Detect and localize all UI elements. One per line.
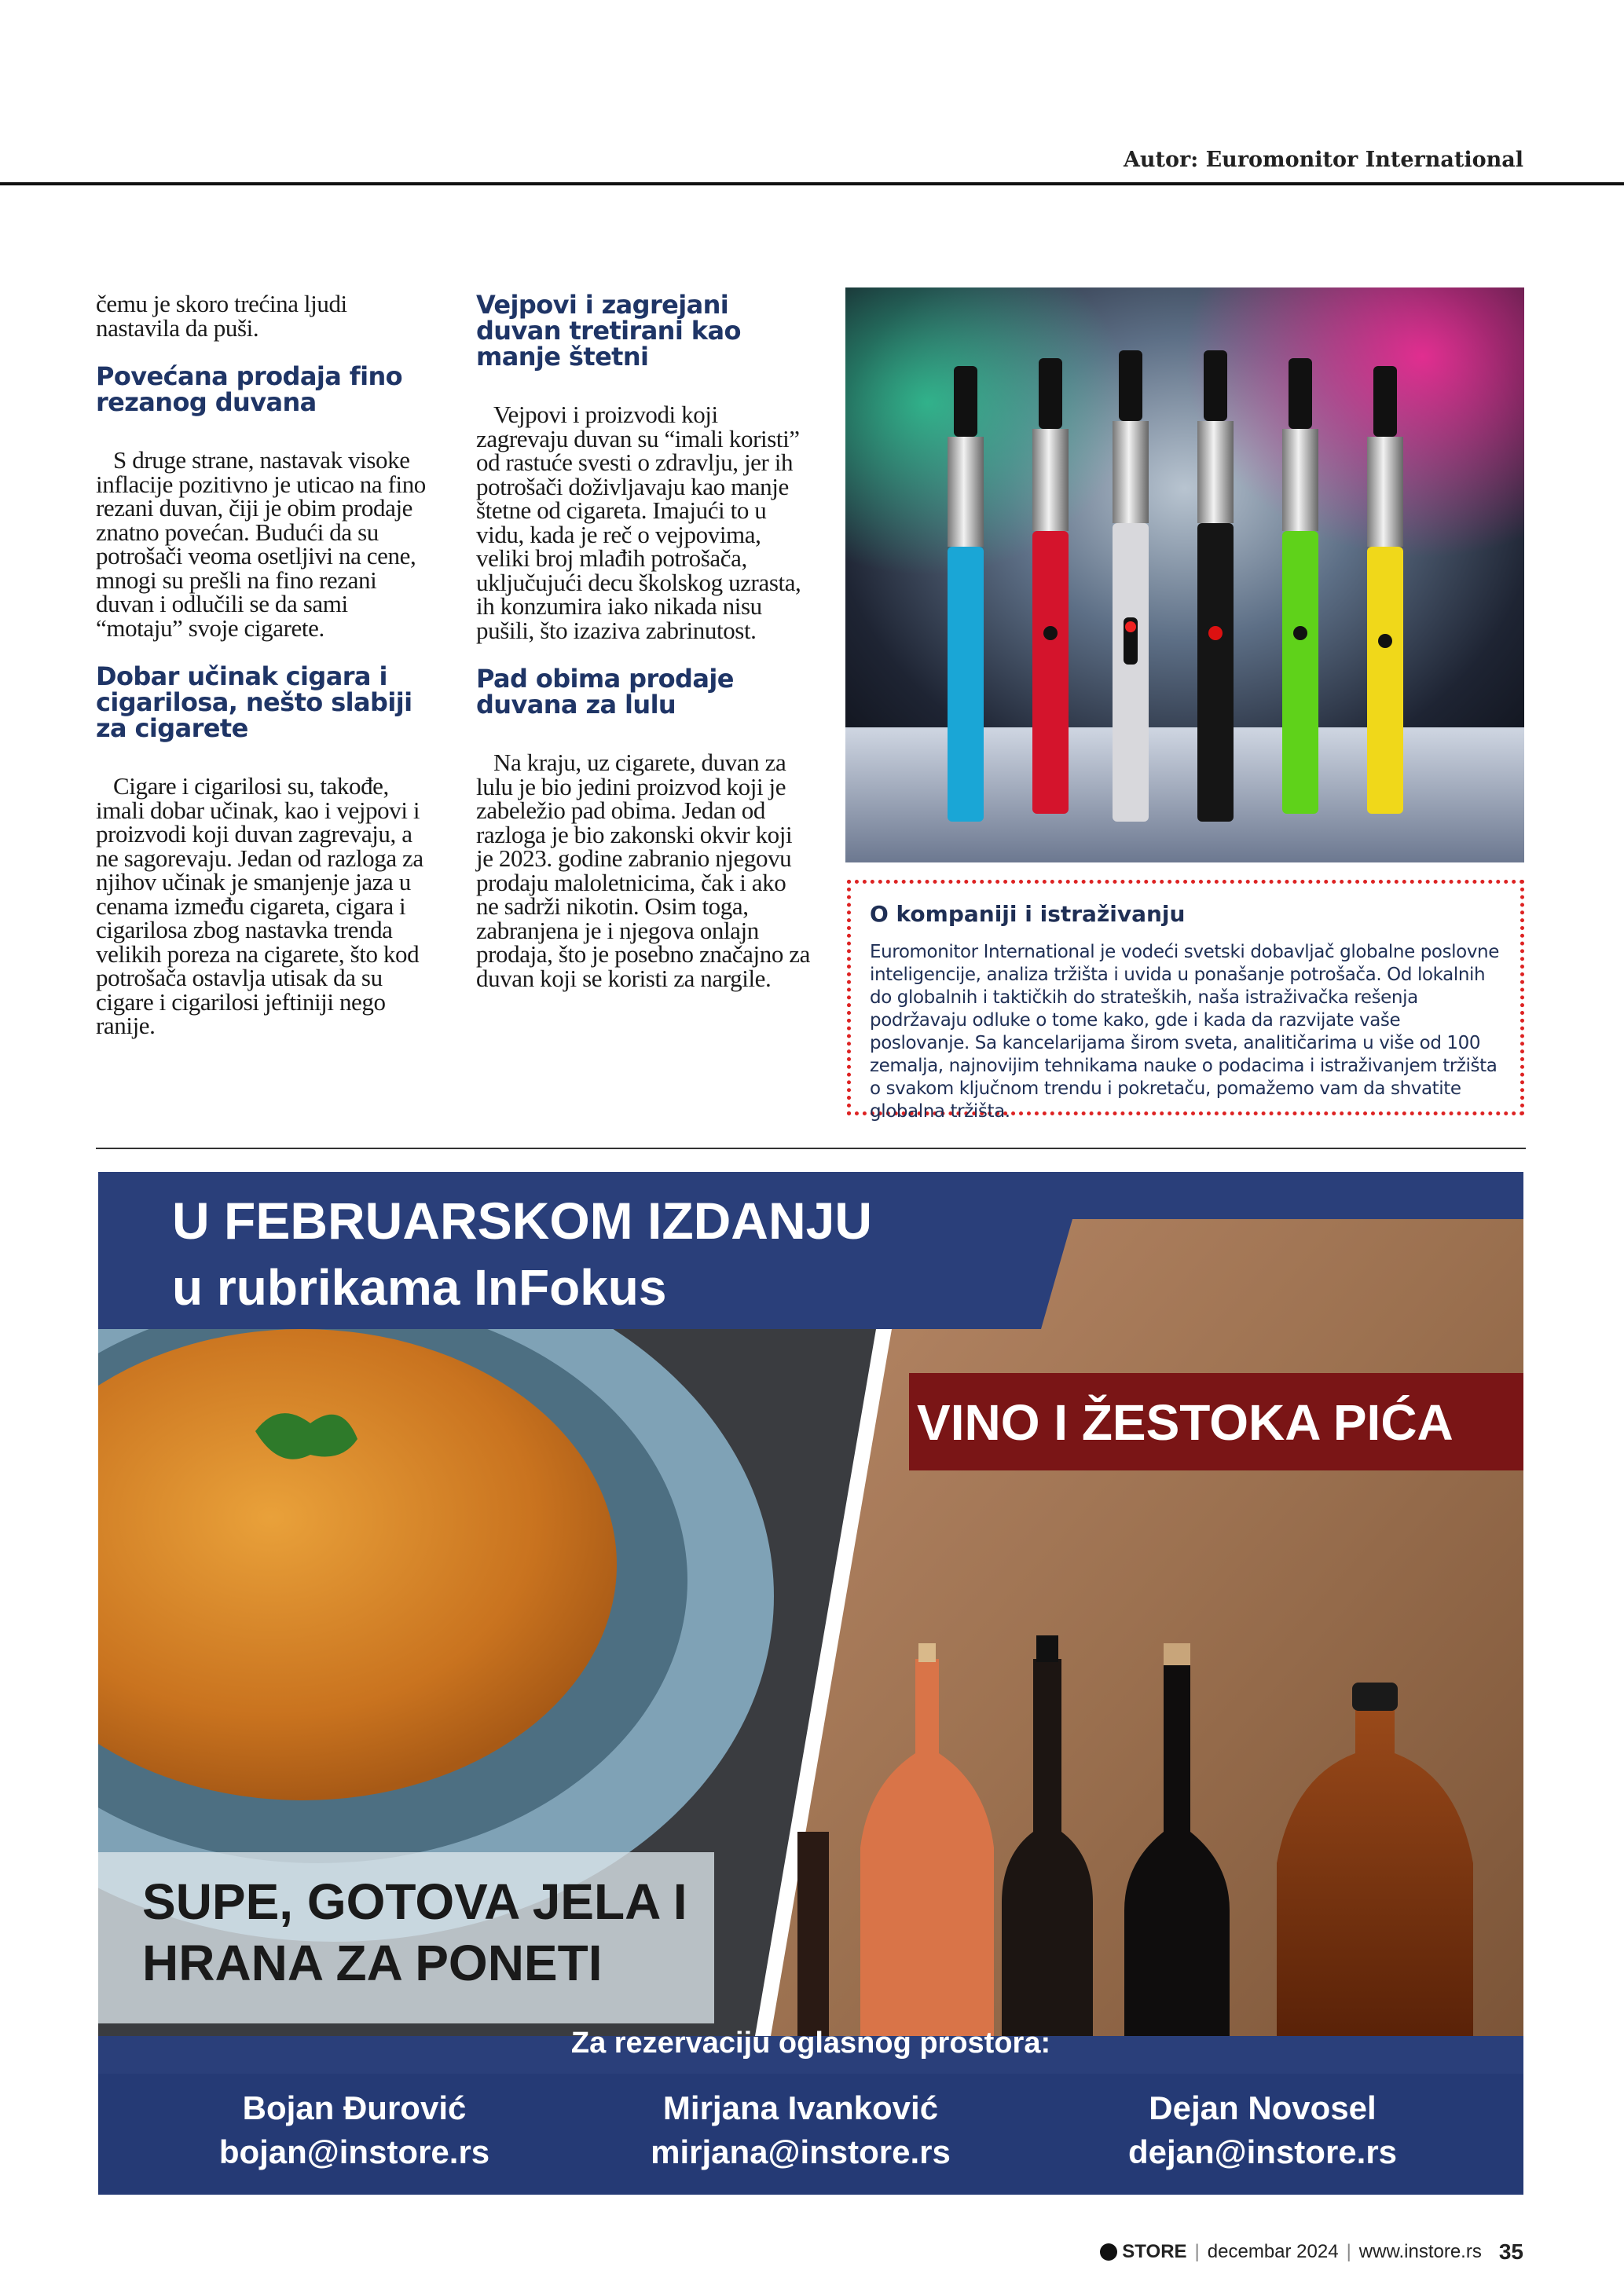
article-column-2	[476, 292, 814, 991]
soup-topic	[142, 1871, 687, 1994]
contact-card	[119, 2086, 590, 2174]
separator: |	[1194, 2241, 1200, 2262]
contact-name: Bojan Đurović	[242, 2089, 467, 2126]
issue-date: decembar 2024	[1207, 2241, 1339, 2262]
paragraph: Na kraju, uz cigarete, duvan za lulu je bio jedini proizvod koji je zabeležio pad obima. Jedan od razloga je bio zakonski okvir koji je 2023. godine zabranio njegovu prodaju maloletnicima, čak i ako ne sadrži nikotin. Osim toga, zabranjena je i njegova onlajn prodaja, što je posebno značajno za duvan koji se koristi za nargile.	[476, 749, 810, 992]
paragraph: Cigare i cigarilosi su, takođe, imali dobar učinak, kao i vejpovi i proizvodi koji duvan zagrevaju, a ne sagorevaju. Jedan od razloga za njihov učinak je smanjenje jaza u cenama između cigareta, cigara i cigarilosa zbog nastavka trenda velikih poreza na cigarete, što kod potrošača ostavlja utisak da su cigare i cigarilosi jeftiniji nego ranije.	[96, 772, 423, 1039]
contacts-bar	[98, 2074, 1523, 2195]
contact-card	[1027, 2086, 1498, 2174]
website-link[interactable]: www.instore.rs	[1358, 2241, 1482, 2262]
top-divider	[0, 182, 1624, 185]
brand-logo	[1100, 2241, 1186, 2263]
soup-topic-line2: HRANA ZA PONETI	[142, 1935, 603, 1991]
contact-email[interactable]: dejan@instore.rs	[1127, 2133, 1398, 2170]
subheading: Pad obima prodaje duvana za lulu	[476, 664, 734, 720]
advertisement-banner	[98, 1172, 1523, 2195]
in-logo-icon	[1100, 2243, 1117, 2261]
contact-email[interactable]: bojan@instore.rs	[218, 2133, 490, 2170]
ad-subtitle: u rubrikama InFokus	[172, 1259, 667, 1316]
contact-name: Mirjana Ivanković	[662, 2089, 939, 2126]
page-footer	[1100, 2239, 1523, 2265]
author-line: Autor: Euromonitor International	[1123, 148, 1523, 172]
subheading: Povećana prodaja fino rezanog duvana	[96, 361, 403, 417]
subheading: Dobar učinak cigara i cigarilosa, nešto slabiji za cigarete	[96, 661, 412, 743]
contact-email[interactable]: mirjana@instore.rs	[651, 2133, 951, 2170]
contact-name: Dejan Novosel	[1149, 2089, 1377, 2126]
subheading: Vejpovi i zagrejani duvan tretirani kao manje štetni	[476, 290, 741, 372]
company-info-box	[847, 880, 1524, 1122]
wine-topic: VINO I ŽESTOKA PIĆA	[917, 1394, 1454, 1451]
paragraph: čemu je skoro trećina ljudi nastavila da puši.	[96, 290, 347, 342]
vape-pens-photo	[845, 287, 1524, 862]
paragraph: Vejpovi i proizvodi koji zagrevaju duvan su “imali koristi” od rastuće svesti o zdravlju, jer ih potrošači doživljavaju kao manje štetne od cigareta. Imajući to u vidu, kada je reč o vejpovima, veliki broj mlađih potrošača, uključujući decu školskog uzrasta, ih konzumira iako nikada nisu pušili, što izaziva zabrinutost.	[476, 401, 801, 644]
infobox-title: O kompaniji i istraživanju	[870, 901, 1186, 927]
separator: |	[1346, 2241, 1351, 2262]
reservation-heading: Za rezervaciju oglasnog prostora:	[570, 2027, 1051, 2060]
article-column-1	[96, 292, 434, 1038]
section-divider	[96, 1148, 1526, 1149]
soup-topic-line1: SUPE, GOTOVA JELA I	[142, 1873, 687, 1930]
brand-name: STORE	[1122, 2241, 1187, 2262]
infobox-text: Euromonitor International je vodeći svetski dobavljač globalne poslovne inteligencije, analiza tržišta i uvida u ponašanje potrošača. Od lokalnih do globalnih i taktičkih do strateških, naša istraživačka rešenja podržavaju odluke o tome kako, gde i kada da razvijate vaše poslovanje. Sa kancelarijama širom sveta, analitičarima u više od 100 zemalja, najnovijim tehnikama nauke o podacima i istraživanjem tržišta o svakom ključnom trendu i pokretaču, pomažemo vam da shvatite globalna tržišta.	[870, 942, 1499, 1122]
page-number: 35	[1498, 2239, 1523, 2264]
contact-card	[565, 2086, 1036, 2174]
paragraph: S druge strane, nastavak visoke inflacije pozitivno je uticao na fino rezani duvan, čiji je obim prodaje znatno povećan. Budući da su potrošači veoma osetljivi na cene, mnogi su prešli na fino rezani duvan i odlučili se da sami “motaju” svoje cigarete.	[96, 446, 426, 642]
ad-title: U FEBRUARSKOM IZDANJU	[172, 1192, 872, 1250]
